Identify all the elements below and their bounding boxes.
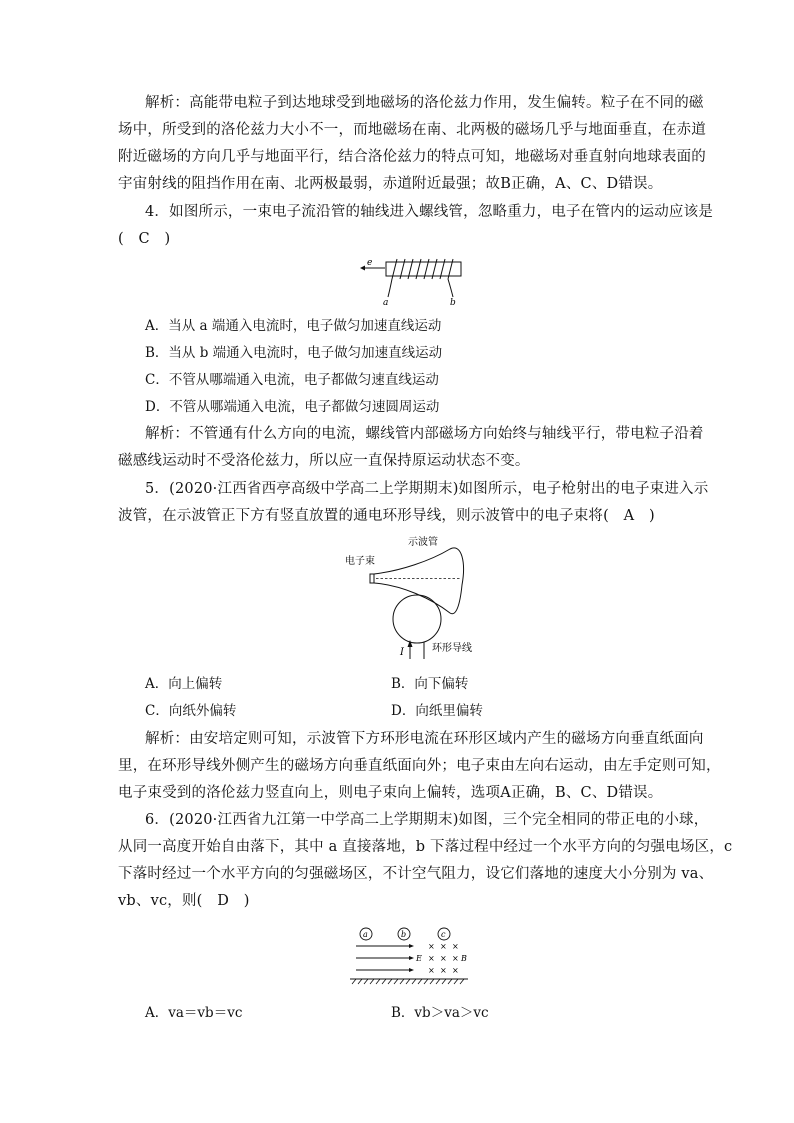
svg-text:×: × — [452, 942, 459, 951]
q4-option-d: D．不管从哪端通入电流，电子都做匀速圆周运动 — [145, 399, 440, 415]
q5-stem-line-1: 5．(2020·江西省西亭高级中学高二上学期期末)如图所示，电子枪射出的电子束进入示 — [145, 481, 709, 497]
svg-text:×: × — [452, 954, 459, 963]
q5-analysis-line-2: 里，在环形导线外侧产生的磁场方向垂直纸面向外；电子束由左向右运动，由左手定则可知， — [118, 758, 721, 774]
tube-label: 示波管 — [408, 537, 438, 548]
q4-option-b: B．当从 b 端通入电流时，电子做匀加速直线运动 — [145, 345, 443, 361]
ball-a-label: a — [363, 930, 368, 939]
e-field-arrow-2 — [409, 956, 414, 960]
q5-option-b: B．向下偏转 — [391, 676, 469, 692]
lead-a — [388, 279, 392, 297]
q4-solenoid-figure — [350, 255, 470, 307]
q5-analysis-line-1: 解析：由安培定则可知，示波管下方环形电流在环形区域内产生的磁场方向垂直纸面向 — [145, 731, 704, 747]
ring-wire — [393, 595, 441, 643]
wire-label: 环形导线 — [432, 643, 472, 654]
svg-text:×: × — [452, 966, 459, 975]
q5-analysis-line-3: 电子束受到的洛伦兹力竖直向上，则电子束向上偏转，选项A正确，B、C、D错误。 — [118, 785, 663, 801]
q3-analysis-line-1: 解析：高能带电粒子到达地球受到地磁场的洛伦兹力作用，发生偏转。粒子在不同的磁 — [145, 95, 704, 111]
electron-gun — [370, 574, 374, 583]
e-field-label: E — [416, 954, 422, 963]
q5-option-c: C．向纸外偏转 — [145, 703, 237, 719]
e-field-arrow-3 — [409, 968, 414, 972]
b-field-label: B — [461, 954, 467, 963]
q6-fields-figure — [350, 922, 480, 988]
q4-option-a: A．当从 a 端通入电流时，电子做匀加速直线运动 — [145, 318, 442, 334]
q6-option-a: A．va＝vb＝vc — [145, 1005, 243, 1021]
current-label: I — [400, 647, 404, 658]
q4-stem-line-2: ( C ) — [118, 231, 171, 247]
lead-b — [448, 279, 453, 297]
q6-stem-line-4: vb、vc，则( D ) — [118, 893, 250, 909]
end-b-label: b — [450, 298, 456, 307]
svg-text:×: × — [440, 954, 447, 963]
e-field-arrow-1 — [409, 944, 414, 948]
svg-text:×: × — [428, 966, 435, 975]
svg-text:×: × — [428, 942, 435, 951]
svg-text:×: × — [440, 942, 447, 951]
tube-outline — [374, 548, 464, 614]
q5-option-a: A．向上偏转 — [145, 676, 223, 692]
end-a-label: a — [383, 298, 389, 307]
q4-stem-line-1: 4．如图所示，一束电子流沿管的轴线进入螺线管，忽略重力，电子在管内的运动应该是 — [145, 204, 714, 220]
q6-option-b: B．vb＞va＞vc — [391, 1005, 489, 1021]
electron-label: e — [367, 258, 373, 268]
beam-label: 电子束 — [345, 556, 375, 567]
q6-stem-line-3: 下落时经过一个水平方向的匀强磁场区，不计空气阻力，设它们落地的速度大小分别为 va、 — [118, 866, 714, 882]
q5-stem-line-2: 波管，在示波管正下方有竖直放置的通电环形导线，则示波管中的电子束将( A ) — [118, 508, 655, 524]
ball-b-label: b — [401, 930, 407, 939]
q6-stem-line-2: 从同一高度开始自由落下，其中 a 直接落地，b 下落过程中经过一个水平方向的匀强电场区，c — [118, 839, 733, 855]
q4-analysis-line-1: 解析：不管通有什么方向的电流，螺线管内部磁场方向始终与轴线平行，带电粒子沿着 — [145, 426, 704, 442]
ball-c-label: c — [441, 930, 446, 939]
q3-analysis-line-3: 附近磁场的方向几乎与地面平行，结合洛伦兹力的特点可知，地磁场对垂直射向地球表面的 — [118, 149, 706, 165]
svg-text:×: × — [428, 954, 435, 963]
q4-analysis-line-2: 磁感线运动时不受洛伦兹力，所以应一直保持原运动状态不变。 — [118, 453, 530, 469]
q3-analysis-line-4: 宇宙射线的阻挡作用在南、北两极最弱，赤道附近最强；故B正确，A、C、D错误。 — [118, 176, 663, 192]
ground-hatching — [352, 979, 464, 984]
q5-oscilloscope-figure — [340, 533, 500, 663]
q3-analysis-line-2: 场中，所受到的洛伦兹力大小不一，而地磁场在南、北两极的磁场几乎与地面垂直，在赤道 — [118, 122, 706, 138]
q5-option-d: D．向纸里偏转 — [391, 703, 483, 719]
svg-text:×: × — [440, 966, 447, 975]
electron-arrow-head — [360, 266, 365, 271]
q4-option-c: C．不管从哪端通入电流，电子都做匀速直线运动 — [145, 372, 439, 388]
b-field-crosses — [428, 942, 459, 975]
q6-stem-line-1: 6．(2020·江西省九江第一中学高二上学期期末)如图，三个完全相同的带正电的小球， — [145, 812, 709, 828]
